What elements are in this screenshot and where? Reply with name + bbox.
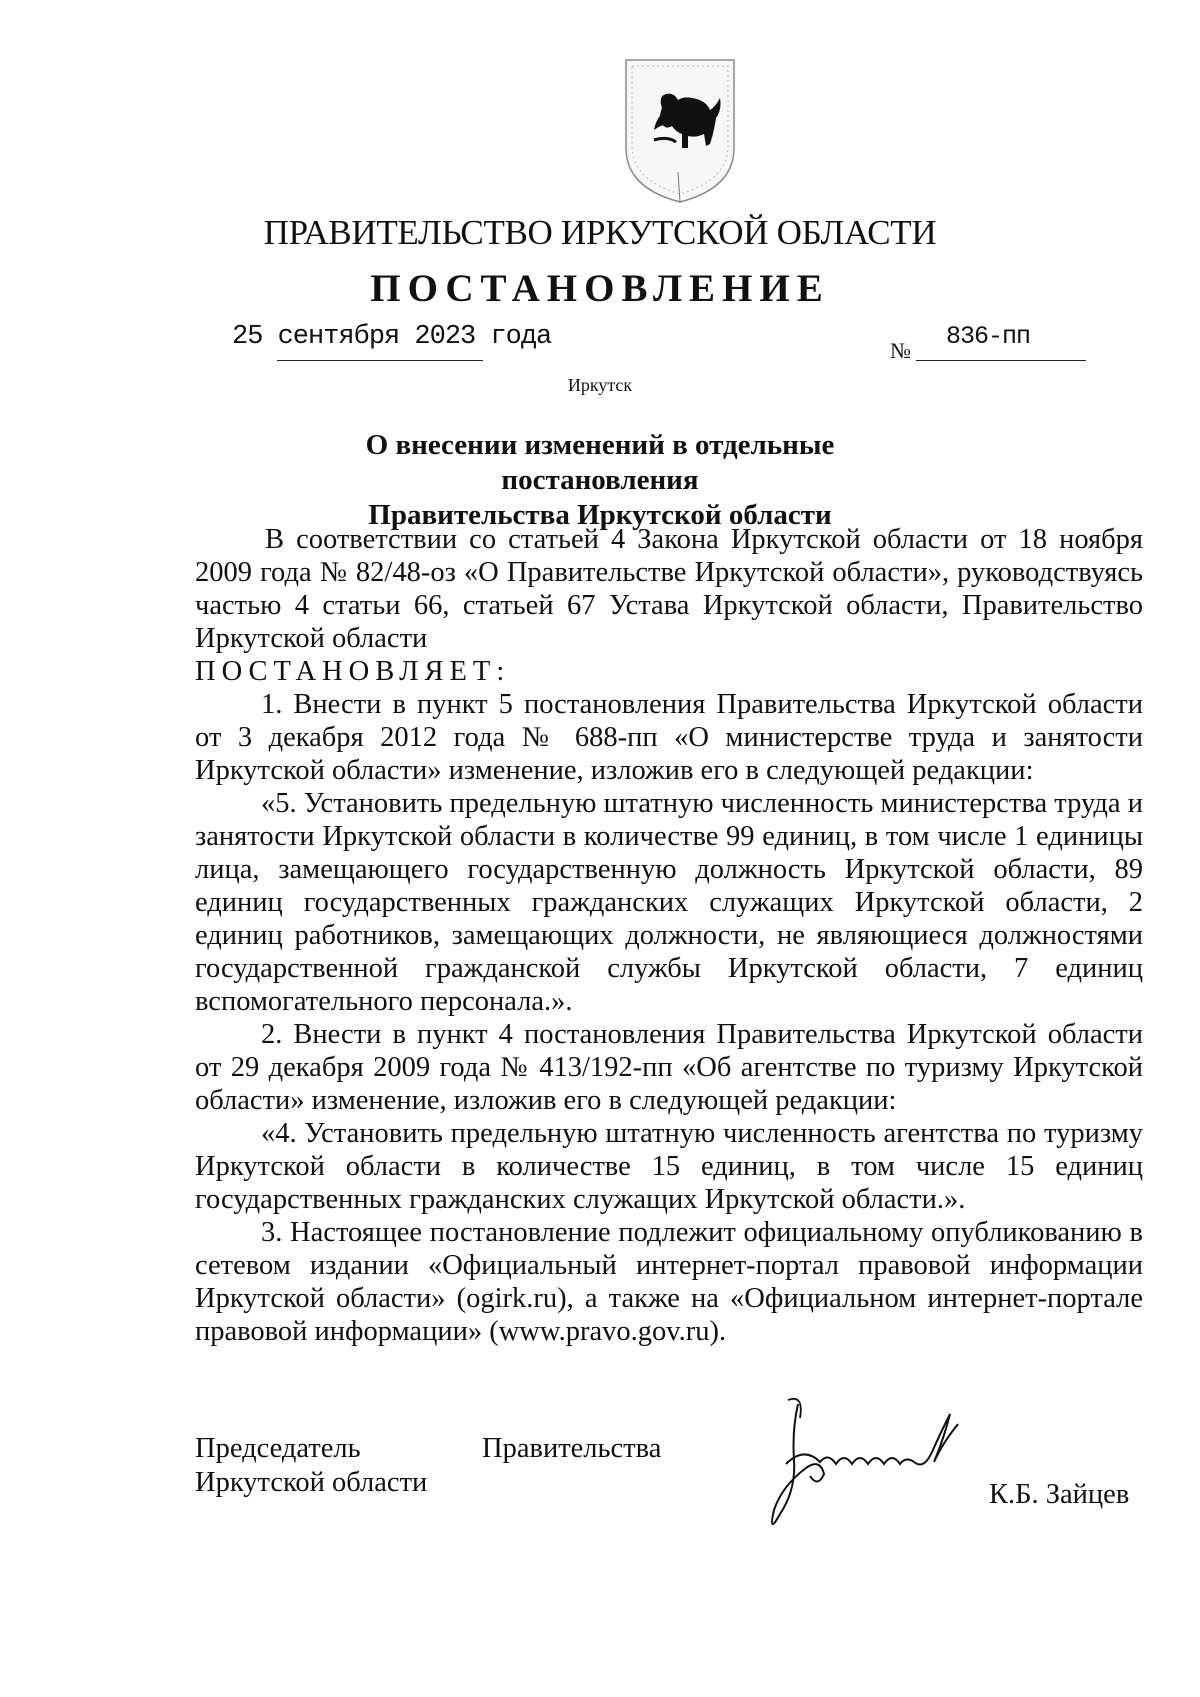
item-2-paragraph: 2. Внести в пункт 4 постановления Правительства Иркутской области от 29 декабря 2009 года № 413/192-пп «Об агентстве по туризму Иркутской области» изменение, изложив его в следующей редакции:: [195, 1019, 1143, 1116]
document-body: [195, 523, 1143, 1348]
coat-of-arms-emblem: [618, 52, 742, 206]
document-city: Иркутск: [567, 375, 633, 395]
signer-name: К.Б. Зайцев: [989, 1479, 1130, 1510]
number-sign: №: [890, 338, 911, 363]
number-underline: [916, 360, 1086, 361]
preamble-paragraph: В соответствии со статьей 4 Закона Иркутской области от 18 ноября 2009 года № 82/48-оз «О Правительстве Иркутской области», руководствуясь частью 4 статьи 66, статьей 67 Устава Иркутской области, Правительство Иркутской области: [195, 524, 1143, 654]
heading-line-1: О внесении изменений в отдельные постановления: [365, 429, 835, 496]
resolve-word: ПОСТАНОВЛЯЕТ:: [195, 656, 511, 687]
document-date: 25 сентября 2023 года: [232, 322, 552, 352]
handwritten-signature: [728, 1390, 996, 1542]
signer-position-part-3: Иркутской области: [195, 1467, 428, 1498]
item-3-paragraph: 3. Настоящее постановление подлежит официальному опубликованию в сетевом издании «Официальный интернет-портал правовой информации Иркутской области» (ogirk.ru), а также на «Официальном интернет-портале правовой информации» (www.pravo.gov.ru).: [195, 1217, 1143, 1347]
item-2-quote-paragraph: «4. Установить предельную штатную численность агентства по туризму Иркутской области в количестве 15 единиц, в том числе 15 единиц государственных гражданских служащих Иркутской области.».: [195, 1118, 1143, 1215]
document-heading: [290, 428, 910, 533]
signer-position-part-1: Председатель: [195, 1433, 361, 1464]
government-name: ПРАВИТЕЛЬСТВО ИРКУТСКОЙ ОБЛАСТИ: [263, 213, 937, 252]
signer-position-part-2: Правительства: [482, 1433, 662, 1464]
item-1-paragraph: 1. Внести в пункт 5 постановления Правительства Иркутской области от 3 декабря 2012 года № 688-пп «О министерстве труда и занятости Иркутской области» изменение, изложив его в следующей редакции:: [195, 689, 1143, 786]
heading-line-2: Правительства Иркутской области: [368, 499, 832, 531]
document-number: 836-пп: [946, 322, 1031, 351]
document-type: ПОСТАНОВЛЕНИЕ: [370, 267, 830, 310]
item-1-quote-paragraph: «5. Установить предельную штатную численность министерства труда и занятости Иркутской области в количестве 99 единиц, в том числе 1 единицы лица, замещающего государственную должность Иркутской области, 89 единиц государственных гражданских служащих Иркутской области, 2 единиц работников, замещающих должности, не являющиеся должностями государственной гражданской службы Иркутской области, 7 единиц вспомогательного персонала.».: [195, 788, 1143, 1017]
date-underline: [277, 360, 483, 361]
